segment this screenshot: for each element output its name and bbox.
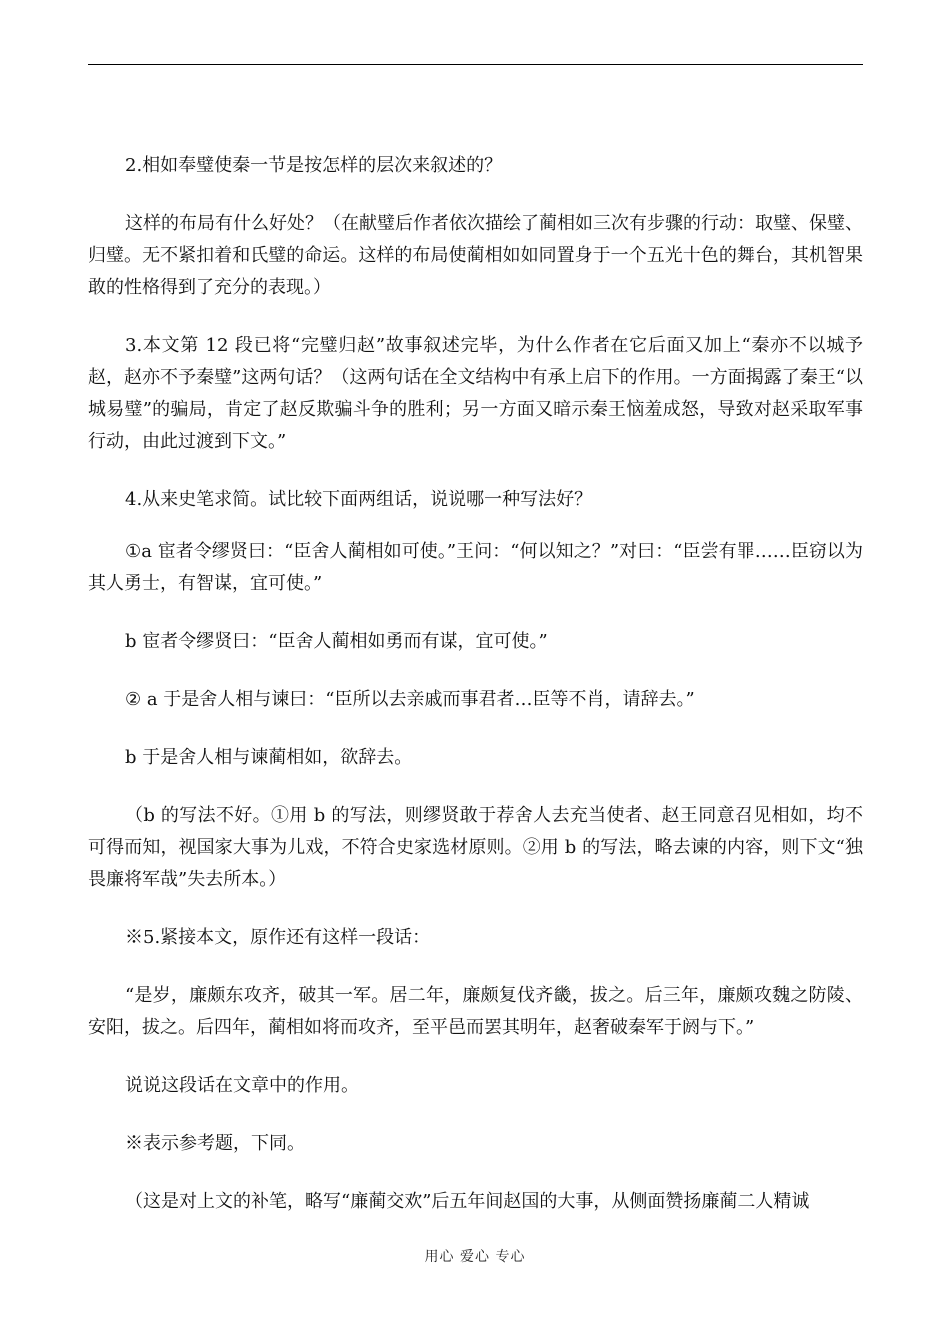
question-5: ※5.紧接本文，原作还有这样一段话：: [125, 927, 431, 948]
example-2a: ② a 于是舍人相与谏曰：“臣所以去亲戚而事君者…臣等不肖，请辞去。”: [125, 689, 695, 710]
quoted-passage: “是岁，廉颇东攻齐，破其一军。居二年，廉颇复伐齐畿，拔之。后三年，廉颇攻魏之防陵、安阳，拔之。后四年，蔺相如将而攻齐，至平邑而罢其明年，赵奢破秦军于阏与下。”: [88, 985, 863, 1038]
example-1b: b 宦者令缪贤曰：“臣舍人蔺相如勇而有谋，宜可使。”: [125, 631, 548, 652]
header-rule: [88, 64, 863, 65]
page-footer: 用心 爱心 专心: [424, 1249, 526, 1265]
answer-5: （这是对上文的补笔，略写“廉蔺交欢”后五年间赵国的大事，从侧面赞扬廉蔺二人精诚: [125, 1191, 810, 1212]
question-4: 4.从来史笔求简。试比较下面两组话，说说哪一种写法好？: [125, 489, 593, 510]
answer-4: （b 的写法不好。①用 b 的写法，则缪贤敢于荐舍人去充当使者、赵王同意召见相如，均不可得而知，视国家大事为儿戏，不符合史家选材原则。②用 b 的写法，略去谏的内容，则下文“独畏廉将军哉”失去所本。）: [88, 805, 863, 890]
reference-note: ※表示参考题，下同。: [125, 1133, 305, 1154]
example-1a: ①a 宦者令缪贤曰：“臣舍人蔺相如可使。”王问：“何以知之？”对曰：“臣尝有罪……臣窃以为其人勇士，有智谋，宜可使。”: [88, 541, 863, 594]
example-2b: b 于是舍人相与谏蔺相如，欲辞去。: [125, 747, 413, 768]
question-5-prompt: 说说这段话在文章中的作用。: [125, 1075, 359, 1096]
question-3: 3.本文第 12 段已将“完璧归赵”故事叙述完毕，为什么作者在它后面又加上“秦亦不以城予赵，赵亦不予秦璧”这两句话？（这两句话在全文结构中有承上启下的作用。一方面揭露了秦王“以城易璧”的骗局，肯定了赵反欺骗斗争的胜利；另一方面又暗示秦王恼羞成怒，导致对赵采取军事行动，由此过渡到下文。”: [88, 335, 863, 452]
document-body: [88, 150, 863, 1218]
answer-2: 这样的布局有什么好处？（在献璧后作者依次描绘了蔺相如三次有步骤的行动：取璧、保璧、归璧。无不紧扣着和氏璧的命运。这样的布局使蔺相如如同置身于一个五光十色的舞台，其机智果敢的性格得到了充分的表现。）: [88, 213, 863, 298]
question-2: 2.相如奉璧使秦一节是按怎样的层次来叙述的？: [125, 155, 503, 176]
